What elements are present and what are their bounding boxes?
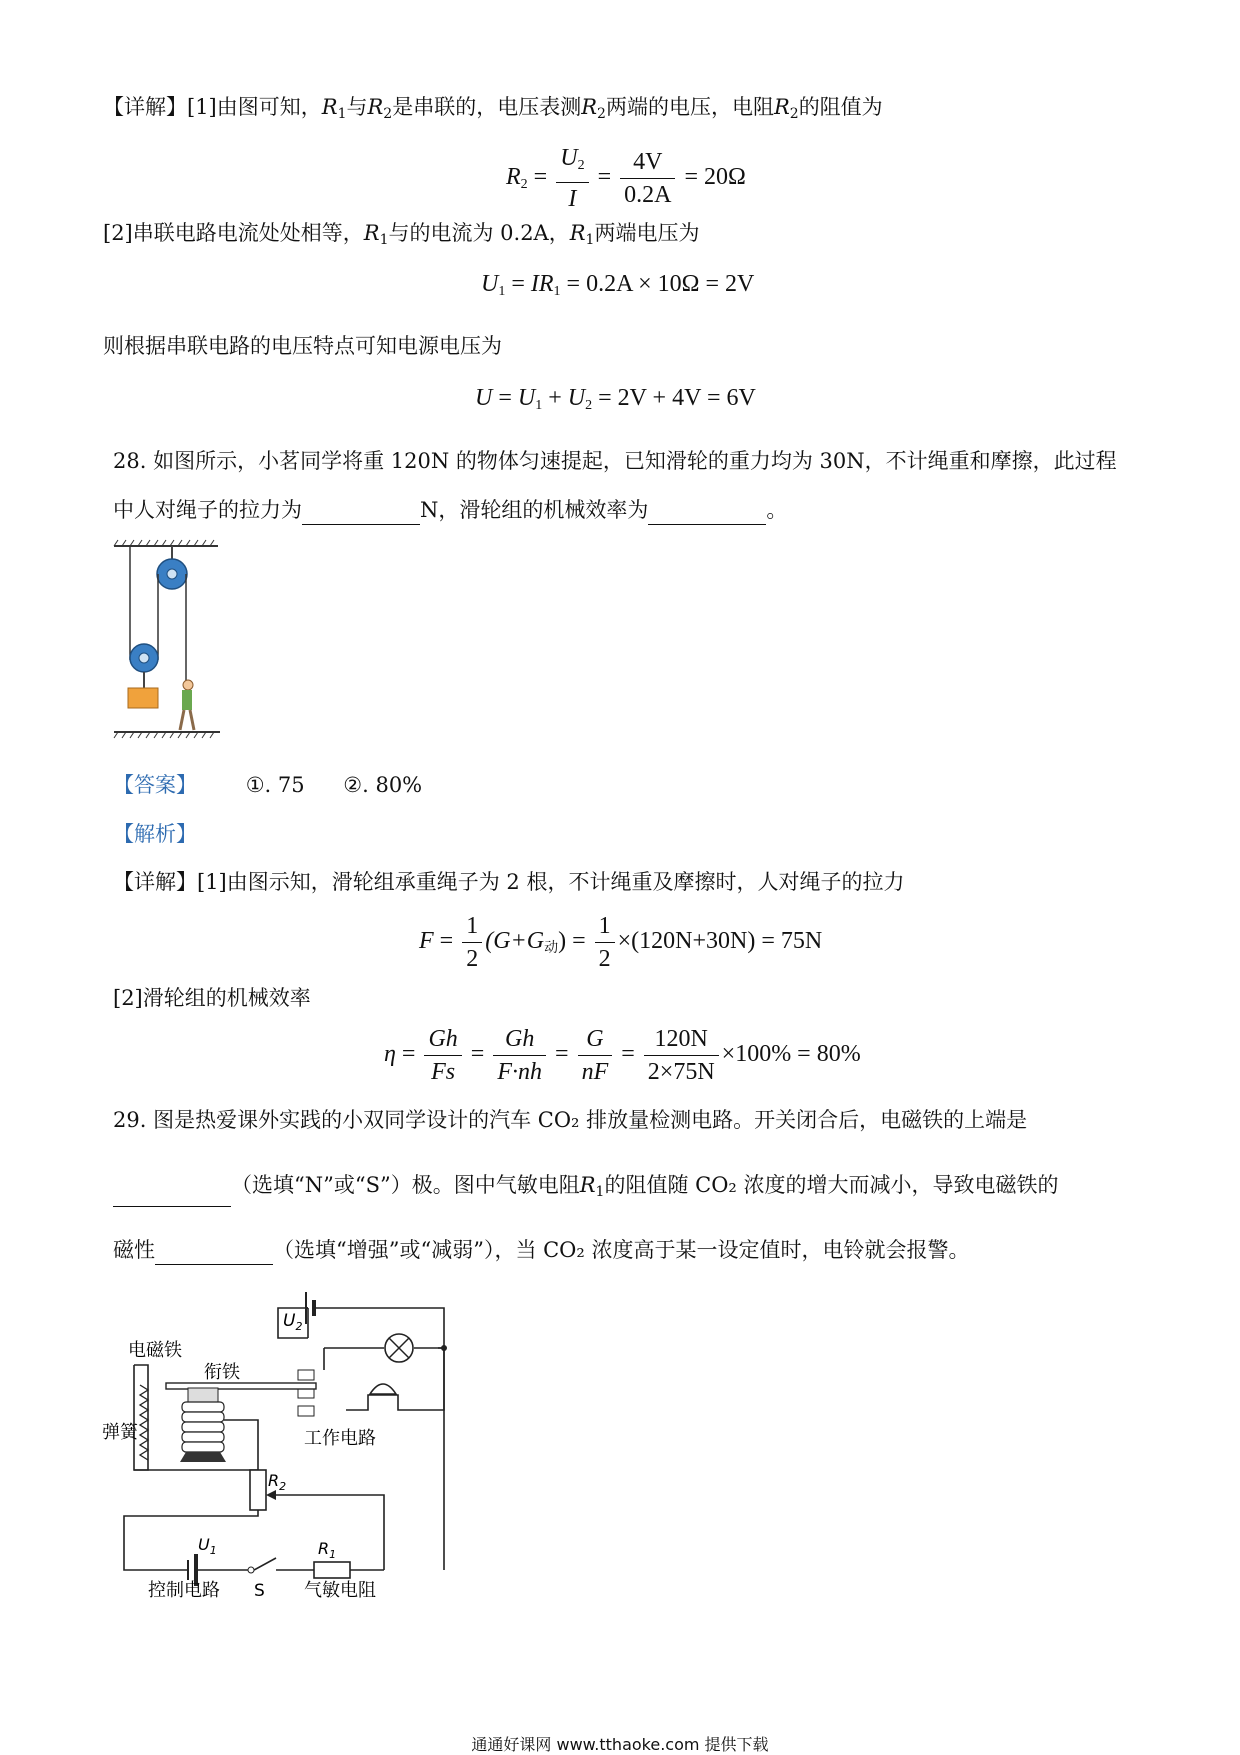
q29-line-3: 磁性 （选填“增强”或“减弱”），当 CO₂ 浓度高于某一设定值时，电铃就会报警。 [113, 1235, 970, 1265]
detail-paragraph-1: 【详解】[1]由图可知，$R_1$与$R_2$是串联的，电压表测$R_2$两端的电压，电阻$R_2$的阻值为 [103, 95, 883, 122]
label-switch: S [254, 1581, 265, 1601]
detail-tag: 【详解】 [103, 95, 187, 119]
co2-detection-circuit [102, 1290, 468, 1610]
fraction: $\frac{Gh}{F\cdot nh}$ [493, 1025, 546, 1086]
q29-line-2: （选填“N”或“S”）极。图中气敏电阻$R_1$的阻值随 CO₂ 浓度的增大而减小，导致电磁铁的 [113, 1170, 1059, 1207]
label-armature: 衔铁 [204, 1362, 240, 1383]
switch-s [254, 1558, 276, 1570]
fraction: $\frac{4V}{0.2A}$ [620, 148, 675, 209]
equation-r2: $R_2$ = $\frac{U_2}{I}$ = $\frac{4V}{0.2A}$ = 20Ω [506, 145, 746, 212]
equation-force: F = $\frac{1}{2}$ $(G+G_动)$ = $\frac{1}{2}$ ×(120N+30N) = 75N [419, 913, 823, 972]
label-r1: $R_1$ [318, 1539, 337, 1561]
weight-block [128, 688, 158, 708]
answer-blank-1[interactable] [302, 502, 420, 525]
person [183, 680, 193, 690]
label-u1: $U_1$ [198, 1535, 217, 1557]
q29-line-1: 29. 图是热爱课外实践的小双同学设计的汽车 CO₂ 排放量检测电路。开关闭合后，电磁铁的上端是 [113, 1108, 1028, 1132]
fraction: $\frac{Gh}{Fs}$ [424, 1025, 461, 1086]
label-control-circuit: 控制电路 [148, 1580, 220, 1601]
q28-answer: 【答案】 ①. 75 ②. 80% [113, 773, 423, 797]
detail-paragraph-2: [2]串联电路电流处处相等，$R_1$与的电流为 0.2A，$R_1$两端电压为 [103, 221, 700, 248]
label-electromagnet: 电磁铁 [128, 1340, 182, 1361]
label-spring: 弹簧 [102, 1422, 138, 1443]
label-gas-resistor: 气敏电阻 [304, 1580, 376, 1601]
pulley-system-figure [110, 540, 230, 755]
answer-blank-4[interactable] [155, 1242, 273, 1265]
resistor-r2 [250, 1470, 266, 1510]
equation-u: $U = U_1 + U_2 = 2V + 4V = 6V$ [475, 385, 756, 413]
q28-detail-1: 【详解】[1]由图示知，滑轮组承重绳子为 2 根，不计绳重及摩擦时，人对绳子的拉力 [113, 870, 905, 894]
label-r2: $R_2$ [268, 1471, 287, 1493]
equation-efficiency: η = $\frac{Gh}{Fs}$ = $\frac{Gh}{F\cdot nh}$ = $\frac{G}{nF}$ = $\frac{120N}{2\times 75N}$ ×100% = 80% [384, 1026, 861, 1085]
electromagnet [182, 1402, 224, 1452]
q28-line-1: 28. 如图所示，小茗同学将重 120N 的物体匀速提起，已知滑轮的重力均为 30N，不计绳重和摩擦，此过程 [113, 449, 1117, 473]
fraction: $\frac{1}{2}$ [462, 912, 482, 973]
detail-paragraph-3: 则根据串联电路的电压特点可知电源电压为 [103, 334, 502, 358]
q28-line-2: 中人对绳子的拉力为 N，滑轮组的机械效率为 。 [113, 495, 787, 525]
bell [370, 1384, 396, 1394]
page-footer: 通通好课网 www.tthaoke.com 提供下载 [471, 1735, 769, 1754]
analysis-tag: 【解析】 [113, 822, 197, 846]
answer-tag: 【答案】 [113, 773, 197, 797]
fraction: $\frac{U_2}{I}$ [556, 144, 588, 213]
answer-blank-3[interactable] [113, 1184, 231, 1207]
answer-blank-2[interactable] [648, 502, 766, 525]
q28-detail-2: [2]滑轮组的机械效率 [113, 986, 311, 1010]
fraction: $\frac{120N}{2\times 75N}$ [644, 1025, 719, 1086]
fraction: $\frac{G}{nF}$ [578, 1025, 613, 1086]
detail-tag: 【详解】 [113, 870, 197, 894]
fraction: $\frac{1}{2}$ [595, 912, 615, 973]
label-work-circuit: 工作电路 [304, 1428, 376, 1449]
label-u2: $U_2$ [283, 1311, 303, 1333]
spring [140, 1385, 148, 1460]
resistor-r1 [314, 1562, 350, 1578]
equation-u1: $U_1 = IR_1 = 0.2A \times 10\Omega = 2V$ [481, 271, 755, 299]
